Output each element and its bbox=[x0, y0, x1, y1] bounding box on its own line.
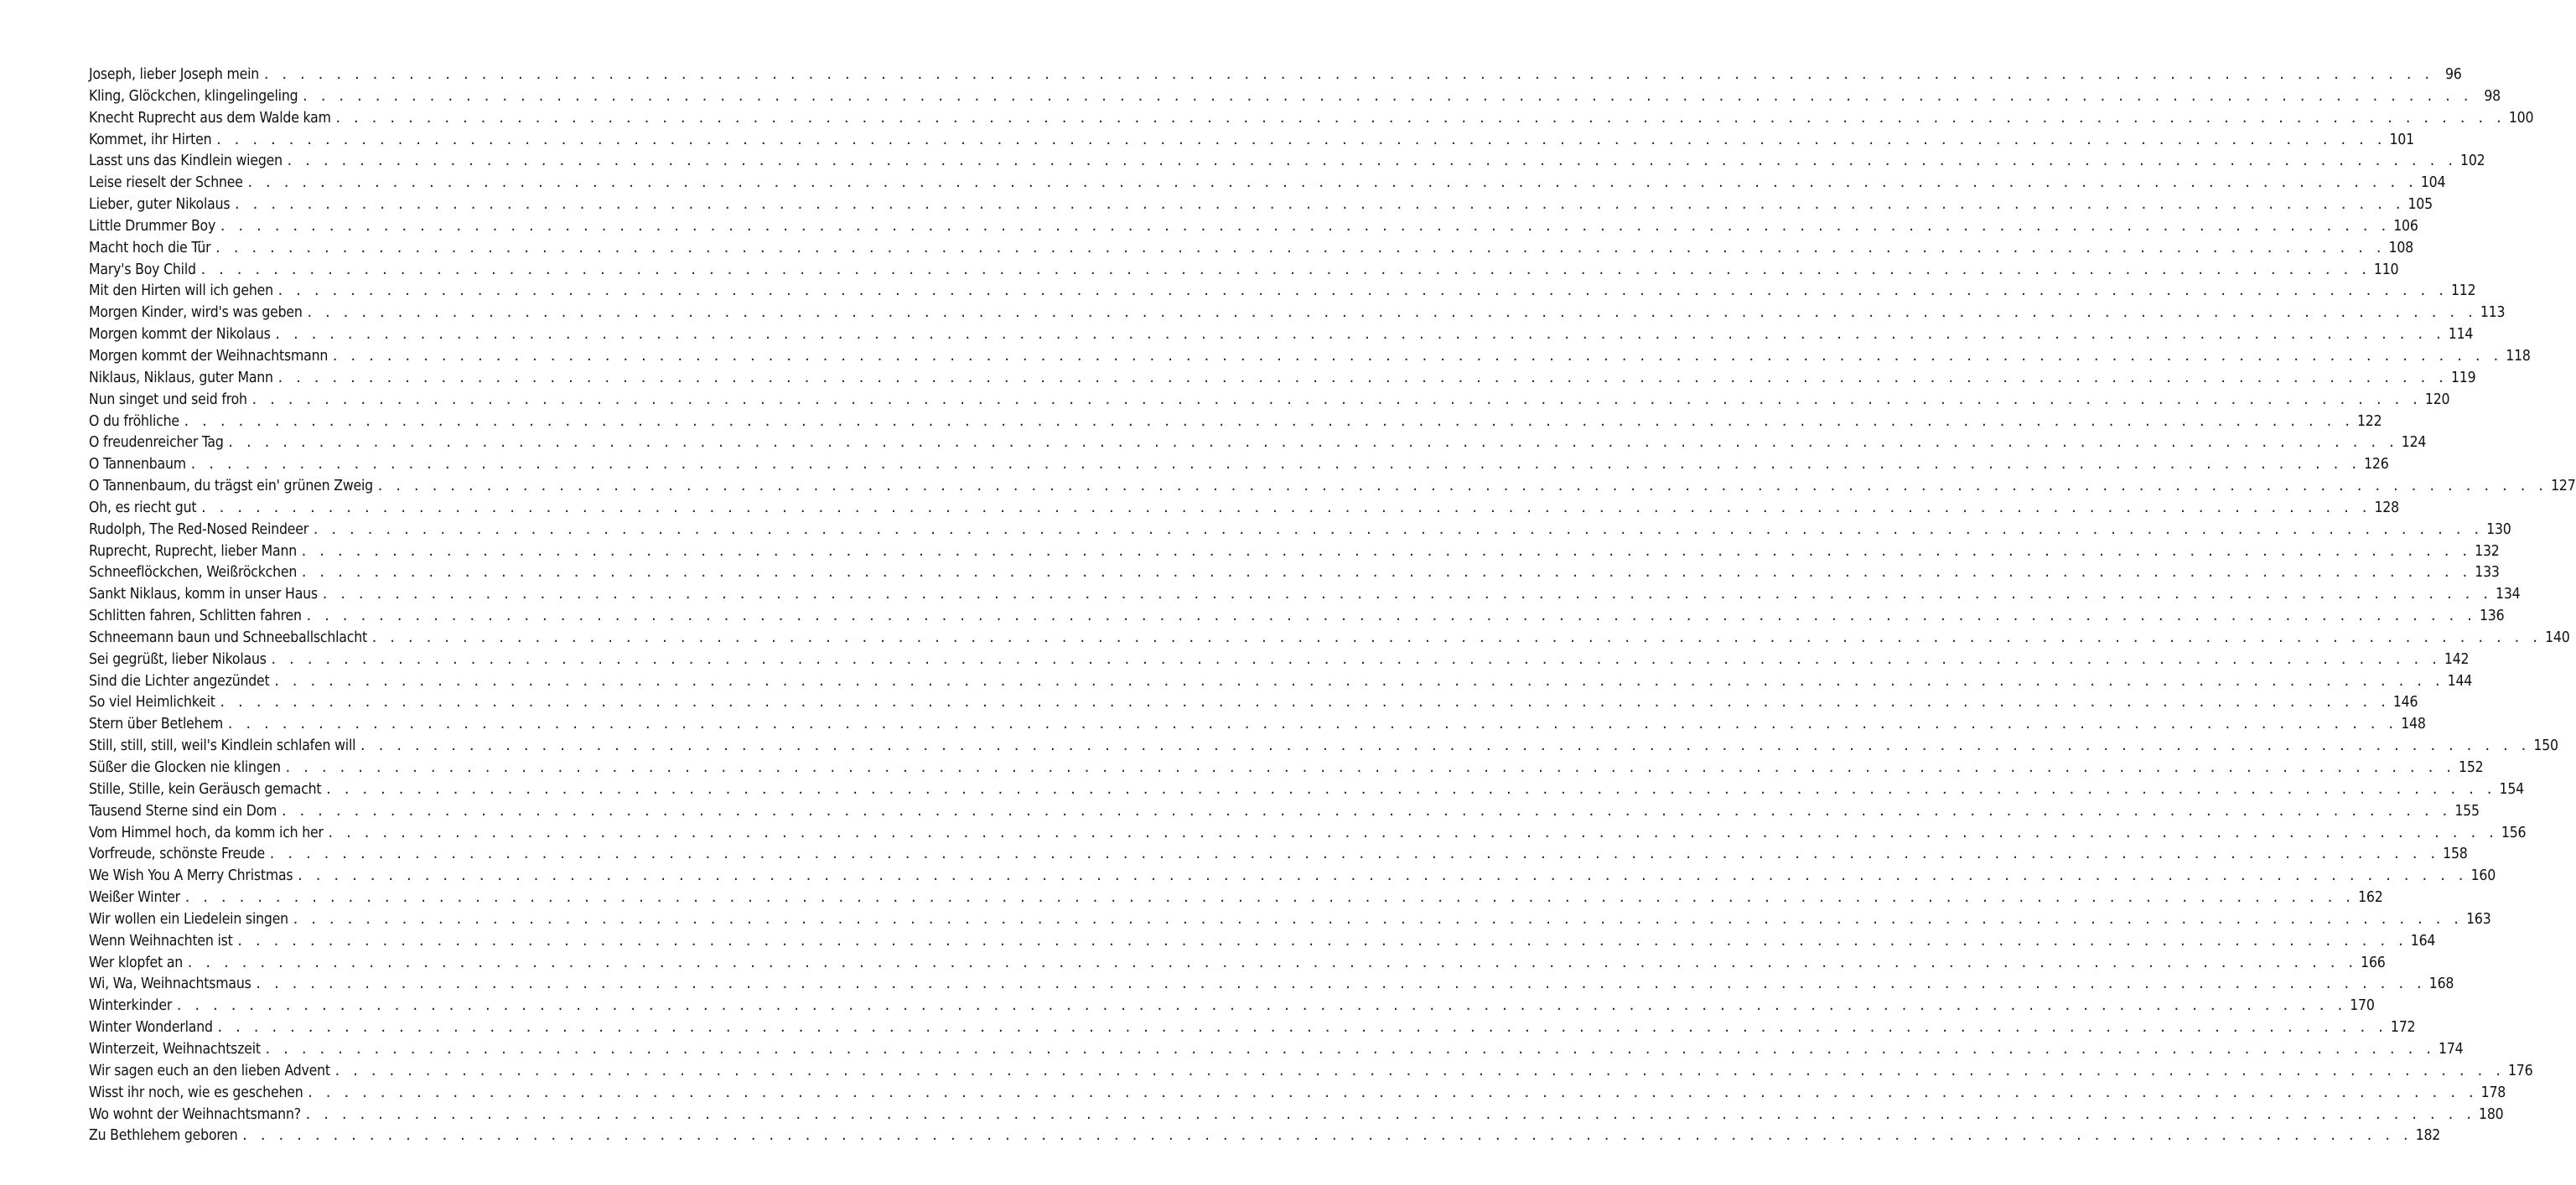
toc-entry-title: Lasst uns das Kindlein wiegen bbox=[89, 153, 282, 170]
toc-entry-title: Wer klopfet an bbox=[89, 954, 184, 971]
toc-entry[interactable] bbox=[89, 86, 2501, 108]
toc-entry-page-number: 122 bbox=[2356, 412, 2382, 430]
toc-entry-page-number: 104 bbox=[2420, 174, 2446, 192]
toc-entry-page-number: 100 bbox=[2508, 109, 2534, 127]
toc-entry-page-number: 170 bbox=[2350, 997, 2375, 1015]
toc-entry-page-number: 150 bbox=[2533, 737, 2558, 755]
toc-entry-page-number: 133 bbox=[2475, 564, 2500, 582]
toc-entry[interactable] bbox=[89, 130, 2414, 152]
toc-entry-title: Vorfreude, schönste Freude bbox=[89, 846, 266, 863]
toc-entry-page-number: 152 bbox=[2459, 759, 2484, 776]
toc-entry[interactable] bbox=[89, 411, 2382, 433]
toc-entry[interactable] bbox=[89, 1125, 2441, 1147]
toc-entry[interactable] bbox=[89, 281, 2476, 303]
toc-entry-title: Vom Himmel hoch, da komm ich her bbox=[89, 824, 324, 841]
toc-entry[interactable] bbox=[89, 1017, 2416, 1039]
dot-leader: . . . . . . . . . . . . . . . . . . . . . . . . . . . . . . . . . . . . . . . . . . . . . . . . . . . . . . . . . . . . . . . . . . . . . . . . . . . . . . . . . . . . . . . . . . . . . . . . . . . . . . . . . . . . . . . . . . . . . . . . bbox=[246, 175, 2417, 191]
dot-leader: . . . . . . . . . . . . . . . . . . . . . . . . . . . . . . . . . . . . . . . . . . . . . . . . . . . . . . . . . . . . . . . . . . . . . . . . . . . . . . . . . . . . . . . . . . . . . . . . . . . . . . . . . . . . . . . . . . . . . . . . bbox=[183, 890, 2354, 906]
toc-entry[interactable] bbox=[89, 108, 2534, 130]
dot-leader: . . . . . . . . . . . . . . . . . . . . . . . . . . . . . . . . . . . . . . . . . . . . . . . . . . . . . . . . . . . . . . . . . . . . . . . . . . . . . . . . . . . . . . . . . . . . . . . . . . . . . . . . . . . . . . . . . . . . . . . . bbox=[241, 1128, 2412, 1144]
toc-entry[interactable] bbox=[89, 974, 2454, 996]
toc-entry-page-number: 155 bbox=[2454, 802, 2480, 820]
dot-leader: . . . . . . . . . . . . . . . . . . . . . . . . . . . . . . . . . . . . . . . . . . . . . . . . . . . . . . . . . . . . . . . . . . . . . . . . . . . . . . . . . . . . . . . . . . . . . . . . . . . . . . . . . . . . . . . . . . . . . . . . bbox=[301, 88, 2471, 104]
dot-leader: . . . . . . . . . . . . . . . . . . . . . . . . . . . . . . . . . . . . . . . . . . . . . . . . . . . . . . . . . . . . . . . . . . . . . . . . . . . . . . . . . . . . . . . . . . . . . . . . . . . . . . . . . . . . . . . . . . . . . . . . bbox=[262, 67, 2433, 82]
toc-entry[interactable] bbox=[89, 1061, 2533, 1083]
dot-leader: . . . . . . . . . . . . . . . . . . . . . . . . . . . . . . . . . . . . . . . . . . . . . . . . . . . . . . . . . . . . . . . . . . . . . . . . . . . . . . . . . . . . . . . . . . . . . . . . . . . . . . . . . . . . . . . . . . . . . . . . bbox=[233, 197, 2403, 213]
toc-entry-title: Winterzeit, Weihnachtszeit bbox=[89, 1040, 261, 1058]
toc-entry[interactable] bbox=[89, 628, 2570, 649]
dot-leader: . . . . . . . . . . . . . . . . . . . . . . . . . . . . . . . . . . . . . . . . . . . . . . . . . . . . . . . . . . . . . . . . . . . . . . . . . . . . . . . . . . . . . . . . . . . . . . . . . . . . . . . . . . . . . . . . . . . . . . . . bbox=[269, 651, 2440, 667]
toc-entry-page-number: 127 bbox=[2551, 478, 2576, 495]
dot-leader: . . . . . . . . . . . . . . . . . . . . . . . . . . . . . . . . . . . . . . . . . . . . . . . . . . . . . . . . . . . . . . . . . . . . . . . . . . . . . . . . . . . . . . . . . . . . . . . . . . . . . . . . . . . . . . . . . . . . . . . . bbox=[320, 587, 2491, 603]
toc-entry-page-number: 146 bbox=[2392, 694, 2418, 712]
toc-entry[interactable] bbox=[89, 216, 2418, 238]
toc-entry-title: So viel Heimlichkeit bbox=[89, 694, 215, 712]
toc-entry[interactable] bbox=[89, 238, 2413, 260]
dot-leader: . . . . . . . . . . . . . . . . . . . . . . . . . . . . . . . . . . . . . . . . . . . . . . . . . . . . . . . . . . . . . . . . . . . . . . . . . . . . . . . . . . . . . . . . . . . . . . . . . . . . . . . . . . . . . . . . . . . . . . . . bbox=[359, 738, 2529, 754]
toc-entry[interactable] bbox=[89, 909, 2491, 931]
dot-leader: . . . . . . . . . . . . . . . . . . . . . . . . . . . . . . . . . . . . . . . . . . . . . . . . . . . . . . . . . . . . . . . . . . . . . . . . . . . . . . . . . . . . . . . . . . . . . . . . . . . . . . . . . . . . . . . . . . . . . . . . bbox=[186, 955, 2356, 970]
toc-entry-page-number: 101 bbox=[2389, 131, 2414, 148]
toc-entry-title: Weißer Winter bbox=[89, 889, 180, 907]
toc-entry-page-number: 124 bbox=[2401, 434, 2427, 452]
dot-leader: . . . . . . . . . . . . . . . . . . . . . . . . . . . . . . . . . . . . . . . . . . . . . . . . . . . . . . . . . . . . . . . . . . . . . . . . . . . . . . . . . . . . . . . . . . . . . . . . . . . . . . . . . . . . . . . . . . . . . . . . bbox=[326, 825, 2497, 841]
toc-entry-page-number: 144 bbox=[2447, 672, 2473, 690]
toc-entry[interactable] bbox=[89, 779, 2524, 801]
toc-entry[interactable] bbox=[89, 1105, 2504, 1126]
dot-leader: . . . . . . . . . . . . . . . . . . . . . . . . . . . . . . . . . . . . . . . . . . . . . . . . . . . . . . . . . . . . . . . . . . . . . . . . . . . . . . . . . . . . . . . . . . . . . . . . . . . . . . . . . . . . . . . . . . . . . . . . bbox=[370, 629, 2541, 645]
toc-entry-title: Wisst ihr noch, wie es geschehen bbox=[89, 1084, 303, 1101]
toc-entry-title: Macht hoch die Tür bbox=[89, 239, 211, 256]
dot-leader: . . . . . . . . . . . . . . . . . . . . . . . . . . . . . . . . . . . . . . . . . . . . . . . . . . . . . . . . . . . . . . . . . . . . . . . . . . . . . . . . . . . . . . . . . . . . . . . . . . . . . . . . . . . . . . . . . . . . . . . . bbox=[331, 348, 2501, 364]
toc-entry-page-number: 182 bbox=[2415, 1127, 2441, 1145]
toc-entry[interactable] bbox=[89, 562, 2500, 584]
toc-entry-page-number: 108 bbox=[2388, 239, 2413, 256]
toc-entry[interactable] bbox=[89, 866, 2496, 887]
toc-entry-page-number: 106 bbox=[2393, 217, 2418, 235]
dot-leader: . . . . . . . . . . . . . . . . . . . . . . . . . . . . . . . . . . . . . . . . . . . . . . . . . . . . . . . . . . . . . . . . . . . . . . . . . . . . . . . . . . . . . . . . . . . . . . . . . . . . . . . . . . . . . . . . . . . . . . . . bbox=[303, 1106, 2475, 1122]
toc-entry[interactable] bbox=[89, 173, 2446, 194]
toc-entry[interactable] bbox=[89, 1083, 2506, 1105]
toc-entry-title: Kling, Glöckchen, klingelingeling bbox=[89, 87, 298, 105]
toc-entry-title: Wir sagen euch an den lieben Advent bbox=[89, 1062, 330, 1079]
toc-entry[interactable] bbox=[89, 324, 2474, 346]
toc-entry-title: Wo wohnt der Weihnachtsmann? bbox=[89, 1105, 301, 1123]
dot-leader: . . . . . . . . . . . . . . . . . . . . . . . . . . . . . . . . . . . . . . . . . . . . . . . . . . . . . . . . . . . . . . . . . . . . . . . . . . . . . . . . . . . . . . . . . . . . . . . . . . . . . . . . . . . . . . . . . . . . . . . . bbox=[272, 673, 2444, 689]
toc-entry-page-number: 98 bbox=[2484, 87, 2501, 105]
toc-entry-page-number: 178 bbox=[2480, 1084, 2506, 1101]
toc-entry-page-number: 158 bbox=[2443, 846, 2468, 863]
dot-leader: . . . . . . . . . . . . . . . . . . . . . . . . . . . . . . . . . . . . . . . . . . . . . . . . . . . . . . . . . . . . . . . . . . . . . . . . . . . . . . . . . . . . . . . . . . . . . . . . . . . . . . . . . . . . . . . . . . . . . . . . bbox=[285, 153, 2456, 169]
toc-entry-page-number: 180 bbox=[2479, 1105, 2504, 1123]
dot-leader: . . . . . . . . . . . . . . . . . . . . . . . . . . . . . . . . . . . . . . . . . . . . . . . . . . . . . . . . . . . . . . . . . . . . . . . . . . . . . . . . . . . . . . . . . . . . . . . . . . . . . . . . . . . . . . . . . . . . . . . . bbox=[305, 305, 2476, 321]
toc-entry-title: Schneemann baun und Schneeballschlacht bbox=[89, 629, 367, 646]
toc-entry-page-number: 102 bbox=[2460, 153, 2485, 170]
dot-leader: . . . . . . . . . . . . . . . . . . . . . . . . . . . . . . . . . . . . . . . . . . . . . . . . . . . . . . . . . . . . . . . . . . . . . . . . . . . . . . . . . . . . . . . . . . . . . . . . . . . . . . . . . . . . . . . . . . . . . . . . bbox=[182, 413, 2353, 429]
dot-leader: . . . . . . . . . . . . . . . . . . . . . . . . . . . . . . . . . . . . . . . . . . . . . . . . . . . . . . . . . . . . . . . . . . . . . . . . . . . . . . . . . . . . . . . . . . . . . . . . . . . . . . . . . . . . . . . . . . . . . . . . bbox=[254, 976, 2425, 992]
dot-leader: . . . . . . . . . . . . . . . . . . . . . . . . . . . . . . . . . . . . . . . . . . . . . . . . . . . . . . . . . . . . . . . . . . . . . . . . . . . . . . . . . . . . . . . . . . . . . . . . . . . . . . . . . . . . . . . . . . . . . . . . bbox=[334, 110, 2505, 126]
toc-entry-title: Little Drummer Boy bbox=[89, 217, 216, 235]
dot-leader: . . . . . . . . . . . . . . . . . . . . . . . . . . . . . . . . . . . . . . . . . . . . . . . . . . . . . . . . . . . . . . . . . . . . . . . . . . . . . . . . . . . . . . . . . . . . . . . . . . . . . . . . . . . . . . . . . . . . . . . . bbox=[226, 435, 2397, 451]
toc-entry-page-number: 110 bbox=[2373, 261, 2399, 278]
toc-entry-title: O Tannenbaum bbox=[89, 456, 186, 473]
toc-entry-title: Süßer die Glocken nie klingen bbox=[89, 759, 281, 776]
toc-entry-page-number: 119 bbox=[2450, 369, 2476, 386]
toc-entry[interactable] bbox=[89, 346, 2531, 368]
toc-entry[interactable] bbox=[89, 692, 2418, 714]
toc-entry[interactable] bbox=[89, 303, 2506, 324]
toc-entry-page-number: 176 bbox=[2507, 1062, 2533, 1079]
toc-entry[interactable] bbox=[89, 801, 2480, 823]
toc-entry-title: Ruprecht, Ruprecht, lieber Mann bbox=[89, 542, 298, 560]
dot-leader: . . . . . . . . . . . . . . . . . . . . . . . . . . . . . . . . . . . . . . . . . . . . . . . . . . . . . . . . . . . . . . . . . . . . . . . . . . . . . . . . . . . . . . . . . . . . . . . . . . . . . . . . . . . . . . . . . . . . . . . . bbox=[219, 218, 2389, 234]
toc-entry-page-number: 166 bbox=[2361, 954, 2386, 971]
dot-leader: . . . . . . . . . . . . . . . . . . . . . . . . . . . . . . . . . . . . . . . . . . . . . . . . . . . . . . . . . . . . . . . . . . . . . . . . . . . . . . . . . . . . . . . . . . . . . . . . . . . . . . . . . . . . . . . . . . . . . . . . bbox=[312, 521, 2482, 537]
toc-entry[interactable] bbox=[89, 454, 2389, 476]
toc-entry-page-number: 113 bbox=[2480, 304, 2506, 322]
dot-leader: . . . . . . . . . . . . . . . . . . . . . . . . . . . . . . . . . . . . . . . . . . . . . . . . . . . . . . . . . . . . . . . . . . . . . . . . . . . . . . . . . . . . . . . . . . . . . . . . . . . . . . . . . . . . . . . . . . . . . . . . bbox=[324, 781, 2495, 797]
table-of-contents bbox=[89, 65, 2576, 1147]
toc-entry-page-number: 156 bbox=[2501, 824, 2527, 841]
toc-entry-page-number: 140 bbox=[2545, 629, 2570, 646]
toc-entry-title: Wir wollen ein Liedelein singen bbox=[89, 910, 288, 928]
toc-entry[interactable] bbox=[89, 844, 2468, 866]
toc-entry-page-number: 174 bbox=[2439, 1040, 2464, 1058]
toc-entry-title: Leise rieselt der Schnee bbox=[89, 174, 243, 192]
dot-leader: . . . . . . . . . . . . . . . . . . . . . . . . . . . . . . . . . . . . . . . . . . . . . . . . . . . . . . . . . . . . . . . . . . . . . . . . . . . . . . . . . . . . . . . . . . . . . . . . . . . . . . . . . . . . . . . . . . . . . . . . bbox=[218, 695, 2389, 711]
toc-entry[interactable] bbox=[89, 368, 2476, 390]
dot-leader: . . . . . . . . . . . . . . . . . . . . . . . . . . . . . . . . . . . . . . . . . . . . . . . . . . . . . . . . . . . . . . . . . . . . . . . . . . . . . . . . . . . . . . . . . . . . . . . . . . . . . . . . . . . . . . . . . . . . . . . . bbox=[283, 760, 2454, 775]
toc-entry-title: Tausend Sterne sind ein Dom bbox=[89, 802, 277, 820]
toc-entry-title: Zu Bethlehem geboren bbox=[89, 1127, 238, 1145]
dot-leader: . . . . . . . . . . . . . . . . . . . . . . . . . . . . . . . . . . . . . . . . . . . . . . . . . . . . . . . . . . . . . . . . . . . . . . . . . . . . . . . . . . . . . . . . . . . . . . . . . . . . . . . . . . . . . . . . . . . . . . . . bbox=[306, 1084, 2477, 1100]
toc-entry-title: Sei gegrüßt, lieber Nikolaus bbox=[89, 650, 267, 668]
toc-entry-page-number: 134 bbox=[2496, 586, 2521, 603]
dot-leader: . . . . . . . . . . . . . . . . . . . . . . . . . . . . . . . . . . . . . . . . . . . . . . . . . . . . . . . . . . . . . . . . . . . . . . . . . . . . . . . . . . . . . . . . . . . . . . . . . . . . . . . . . . . . . . . . . . . . . . . . bbox=[215, 132, 2385, 147]
toc-entry-title: Joseph, lieber Joseph mein bbox=[89, 66, 260, 83]
toc-entry-page-number: 105 bbox=[2408, 196, 2433, 214]
toc-entry[interactable] bbox=[89, 606, 2505, 628]
dot-leader: . . . . . . . . . . . . . . . . . . . . . . . . . . . . . . . . . . . . . . . . . . . . . . . . . . . . . . . . . . . . . . . . . . . . . . . . . . . . . . . . . . . . . . . . . . . . . . . . . . . . . . . . . . . . . . . . . . . . . . . . bbox=[263, 1041, 2434, 1057]
toc-entry[interactable] bbox=[89, 390, 2450, 411]
toc-entry-title: Nun singet und seid froh bbox=[89, 391, 247, 408]
toc-entry[interactable] bbox=[89, 584, 2521, 606]
dot-leader: . . . . . . . . . . . . . . . . . . . . . . . . . . . . . . . . . . . . . . . . . . . . . . . . . . . . . . . . . . . . . . . . . . . . . . . . . . . . . . . . . . . . . . . . . . . . . . . . . . . . . . . . . . . . . . . . . . . . . . . . bbox=[304, 608, 2475, 624]
toc-entry-title: Schlitten fahren, Schlitten fahren bbox=[89, 608, 302, 625]
dot-leader: . . . . . . . . . . . . . . . . . . . . . . . . . . . . . . . . . . . . . . . . . . . . . . . . . . . . . . . . . . . . . . . . . . . . . . . . . . . . . . . . . . . . . . . . . . . . . . . . . . . . . . . . . . . . . . . . . . . . . . . . bbox=[276, 283, 2447, 299]
toc-entry-page-number: 114 bbox=[2448, 326, 2474, 344]
toc-entry-page-number: 154 bbox=[2499, 780, 2524, 798]
toc-entry[interactable] bbox=[89, 65, 2462, 86]
toc-entry-title: Morgen kommt der Nikolaus bbox=[89, 326, 271, 344]
toc-entry-title: Kommet, ihr Hirten bbox=[89, 131, 212, 148]
toc-entry-page-number: 96 bbox=[2444, 66, 2462, 83]
dot-leader: . . . . . . . . . . . . . . . . . . . . . . . . . . . . . . . . . . . . . . . . . . . . . . . . . . . . . . . . . . . . . . . . . . . . . . . . . . . . . . . . . . . . . . . . . . . . . . . . . . . . . . . . . . . . . . . . . . . . . . . . bbox=[376, 479, 2547, 494]
toc-entry-title: Mit den Hirten will ich gehen bbox=[89, 282, 273, 300]
dot-leader: . . . . . . . . . . . . . . . . . . . . . . . . . . . . . . . . . . . . . . . . . . . . . . . . . . . . . . . . . . . . . . . . . . . . . . . . . . . . . . . . . . . . . . . . . . . . . . . . . . . . . . . . . . . . . . . . . . . . . . . . bbox=[199, 261, 2370, 277]
toc-entry-title: Oh, es riecht gut bbox=[89, 499, 197, 516]
toc-entry-page-number: 168 bbox=[2428, 975, 2454, 993]
toc-entry-page-number: 172 bbox=[2390, 1019, 2416, 1037]
toc-entry-page-number: 130 bbox=[2486, 520, 2511, 538]
toc-entry[interactable] bbox=[89, 736, 2558, 758]
dot-leader: . . . . . . . . . . . . . . . . . . . . . . . . . . . . . . . . . . . . . . . . . . . . . . . . . . . . . . . . . . . . . . . . . . . . . . . . . . . . . . . . . . . . . . . . . . . . . . . . . . . . . . . . . . . . . . . . . . . . . . . . bbox=[175, 998, 2345, 1014]
dot-leader: . . . . . . . . . . . . . . . . . . . . . . . . . . . . . . . . . . . . . . . . . . . . . . . . . . . . . . . . . . . . . . . . . . . . . . . . . . . . . . . . . . . . . . . . . . . . . . . . . . . . . . . . . . . . . . . . . . . . . . . . bbox=[276, 370, 2447, 386]
dot-leader: . . . . . . . . . . . . . . . . . . . . . . . . . . . . . . . . . . . . . . . . . . . . . . . . . . . . . . . . . . . . . . . . . . . . . . . . . . . . . . . . . . . . . . . . . . . . . . . . . . . . . . . . . . . . . . . . . . . . . . . . bbox=[296, 868, 2467, 884]
dot-leader: . . . . . . . . . . . . . . . . . . . . . . . . . . . . . . . . . . . . . . . . . . . . . . . . . . . . . . . . . . . . . . . . . . . . . . . . . . . . . . . . . . . . . . . . . . . . . . . . . . . . . . . . . . . . . . . . . . . . . . . . bbox=[200, 499, 2370, 515]
toc-entry-page-number: 148 bbox=[2401, 716, 2426, 733]
toc-entry-page-number: 112 bbox=[2450, 282, 2476, 300]
toc-entry[interactable] bbox=[89, 887, 2383, 909]
dot-leader: . . . . . . . . . . . . . . . . . . . . . . . . . . . . . . . . . . . . . . . . . . . . . . . . . . . . . . . . . . . . . . . . . . . . . . . . . . . . . . . . . . . . . . . . . . . . . . . . . . . . . . . . . . . . . . . . . . . . . . . . bbox=[214, 240, 2384, 256]
toc-entry[interactable] bbox=[89, 758, 2484, 779]
toc-entry-page-number: 126 bbox=[2364, 456, 2389, 473]
toc-entry-title: O freudenreicher Tag bbox=[89, 434, 224, 452]
dot-leader: . . . . . . . . . . . . . . . . . . . . . . . . . . . . . . . . . . . . . . . . . . . . . . . . . . . . . . . . . . . . . . . . . . . . . . . . . . . . . . . . . . . . . . . . . . . . . . . . . . . . . . . . . . . . . . . . . . . . . . . . bbox=[189, 457, 2360, 473]
dot-leader: . . . . . . . . . . . . . . . . . . . . . . . . . . . . . . . . . . . . . . . . . . . . . . . . . . . . . . . . . . . . . . . . . . . . . . . . . . . . . . . . . . . . . . . . . . . . . . . . . . . . . . . . . . . . . . . . . . . . . . . . bbox=[226, 717, 2397, 732]
dot-leader: . . . . . . . . . . . . . . . . . . . . . . . . . . . . . . . . . . . . . . . . . . . . . . . . . . . . . . . . . . . . . . . . . . . . . . . . . . . . . . . . . . . . . . . . . . . . . . . . . . . . . . . . . . . . . . . . . . . . . . . . bbox=[280, 803, 2450, 819]
dot-leader: . . . . . . . . . . . . . . . . . . . . . . . . . . . . . . . . . . . . . . . . . . . . . . . . . . . . . . . . . . . . . . . . . . . . . . . . . . . . . . . . . . . . . . . . . . . . . . . . . . . . . . . . . . . . . . . . . . . . . . . . bbox=[215, 1020, 2387, 1036]
toc-entry-page-number: 142 bbox=[2444, 650, 2470, 668]
toc-entry-page-number: 163 bbox=[2466, 910, 2491, 928]
toc-entry[interactable] bbox=[89, 714, 2426, 736]
toc-entry[interactable] bbox=[89, 649, 2470, 671]
toc-entry-title: O du fröhliche bbox=[89, 412, 179, 430]
toc-entry-page-number: 118 bbox=[2506, 347, 2531, 365]
toc-entry[interactable] bbox=[89, 520, 2511, 541]
toc-entry-title: Niklaus, Niklaus, guter Mann bbox=[89, 369, 273, 386]
toc-entry[interactable] bbox=[89, 671, 2473, 693]
toc-entry-title: Sankt Niklaus, komm in unser Haus bbox=[89, 586, 318, 603]
toc-entry-page-number: 120 bbox=[2424, 391, 2450, 408]
toc-entry-page-number: 160 bbox=[2470, 867, 2496, 885]
dot-leader: . . . . . . . . . . . . . . . . . . . . . . . . . . . . . . . . . . . . . . . . . . . . . . . . . . . . . . . . . . . . . . . . . . . . . . . . . . . . . . . . . . . . . . . . . . . . . . . . . . . . . . . . . . . . . . . . . . . . . . . . bbox=[250, 391, 2421, 407]
toc-entry[interactable] bbox=[89, 996, 2375, 1017]
toc-entry-title: Winter Wonderland bbox=[89, 1019, 213, 1037]
toc-entry-title: We Wish You A Merry Christmas bbox=[89, 867, 293, 885]
toc-entry[interactable] bbox=[89, 953, 2386, 975]
toc-entry[interactable] bbox=[89, 432, 2427, 454]
dot-leader: . . . . . . . . . . . . . . . . . . . . . . . . . . . . . . . . . . . . . . . . . . . . . . . . . . . . . . . . . . . . . . . . . . . . . . . . . . . . . . . . . . . . . . . . . . . . . . . . . . . . . . . . . . . . . . . . . . . . . . . . bbox=[236, 933, 2407, 949]
toc-entry-page-number: 136 bbox=[2479, 608, 2505, 625]
toc-entry[interactable] bbox=[89, 823, 2527, 845]
toc-entry-title: Knecht Ruprecht aus dem Walde kam bbox=[89, 109, 331, 127]
toc-entry-title: Winterkinder bbox=[89, 997, 173, 1015]
toc-entry-page-number: 132 bbox=[2475, 542, 2500, 560]
toc-entry-title: Morgen Kinder, wird's was geben bbox=[89, 304, 303, 322]
toc-entry-title: Wi, Wa, Weihnachtsmaus bbox=[89, 975, 251, 993]
dot-leader: . . . . . . . . . . . . . . . . . . . . . . . . . . . . . . . . . . . . . . . . . . . . . . . . . . . . . . . . . . . . . . . . . . . . . . . . . . . . . . . . . . . . . . . . . . . . . . . . . . . . . . . . . . . . . . . . . . . . . . . . bbox=[273, 327, 2444, 343]
toc-entry[interactable] bbox=[89, 931, 2436, 953]
toc-entry[interactable] bbox=[89, 1039, 2464, 1061]
dot-leader: . . . . . . . . . . . . . . . . . . . . . . . . . . . . . . . . . . . . . . . . . . . . . . . . . . . . . . . . . . . . . . . . . . . . . . . . . . . . . . . . . . . . . . . . . . . . . . . . . . . . . . . . . . . . . . . . . . . . . . . . bbox=[300, 543, 2470, 559]
toc-entry-title: Rudolph, The Red-Nosed Reindeer bbox=[89, 520, 309, 538]
dot-leader: . . . . . . . . . . . . . . . . . . . . . . . . . . . . . . . . . . . . . . . . . . . . . . . . . . . . . . . . . . . . . . . . . . . . . . . . . . . . . . . . . . . . . . . . . . . . . . . . . . . . . . . . . . . . . . . . . . . . . . . . bbox=[268, 846, 2439, 862]
toc-entry-title: Morgen kommt der Weihnachtsmann bbox=[89, 347, 329, 365]
toc-entry-title: Mary's Boy Child bbox=[89, 261, 196, 278]
dot-leader: . . . . . . . . . . . . . . . . . . . . . . . . . . . . . . . . . . . . . . . . . . . . . . . . . . . . . . . . . . . . . . . . . . . . . . . . . . . . . . . . . . . . . . . . . . . . . . . . . . . . . . . . . . . . . . . . . . . . . . . . bbox=[300, 565, 2470, 581]
toc-entry-title: Wenn Weihnachten ist bbox=[89, 932, 233, 950]
toc-entry-title: Schneeflöckchen, Weißröckchen bbox=[89, 564, 298, 582]
toc-entry[interactable] bbox=[89, 498, 2399, 520]
toc-entry-title: Still, still, still, weil's Kindlein schlafen will bbox=[89, 737, 356, 755]
toc-entry-title: Lieber, guter Nikolaus bbox=[89, 196, 231, 214]
dot-leader: . . . . . . . . . . . . . . . . . . . . . . . . . . . . . . . . . . . . . . . . . . . . . . . . . . . . . . . . . . . . . . . . . . . . . . . . . . . . . . . . . . . . . . . . . . . . . . . . . . . . . . . . . . . . . . . . . . . . . . . . bbox=[333, 1063, 2504, 1079]
toc-entry[interactable] bbox=[89, 194, 2433, 216]
toc-entry-title: Sind die Lichter angezündet bbox=[89, 672, 270, 690]
dot-leader: . . . . . . . . . . . . . . . . . . . . . . . . . . . . . . . . . . . . . . . . . . . . . . . . . . . . . . . . . . . . . . . . . . . . . . . . . . . . . . . . . . . . . . . . . . . . . . . . . . . . . . . . . . . . . . . . . . . . . . . . bbox=[291, 911, 2462, 927]
toc-entry-page-number: 164 bbox=[2410, 932, 2436, 950]
toc-entry-title: O Tannenbaum, du trägst ein' grünen Zweig bbox=[89, 478, 373, 495]
toc-entry[interactable] bbox=[89, 151, 2485, 173]
toc-entry[interactable] bbox=[89, 476, 2576, 498]
toc-entry-page-number: 162 bbox=[2358, 889, 2383, 907]
toc-entry-page-number: 128 bbox=[2374, 499, 2399, 516]
toc-entry-title: Stille, Stille, kein Geräusch gemacht bbox=[89, 780, 322, 798]
toc-entry[interactable] bbox=[89, 541, 2500, 563]
toc-entry-title: Stern über Betlehem bbox=[89, 716, 224, 733]
toc-entry[interactable] bbox=[89, 260, 2399, 282]
